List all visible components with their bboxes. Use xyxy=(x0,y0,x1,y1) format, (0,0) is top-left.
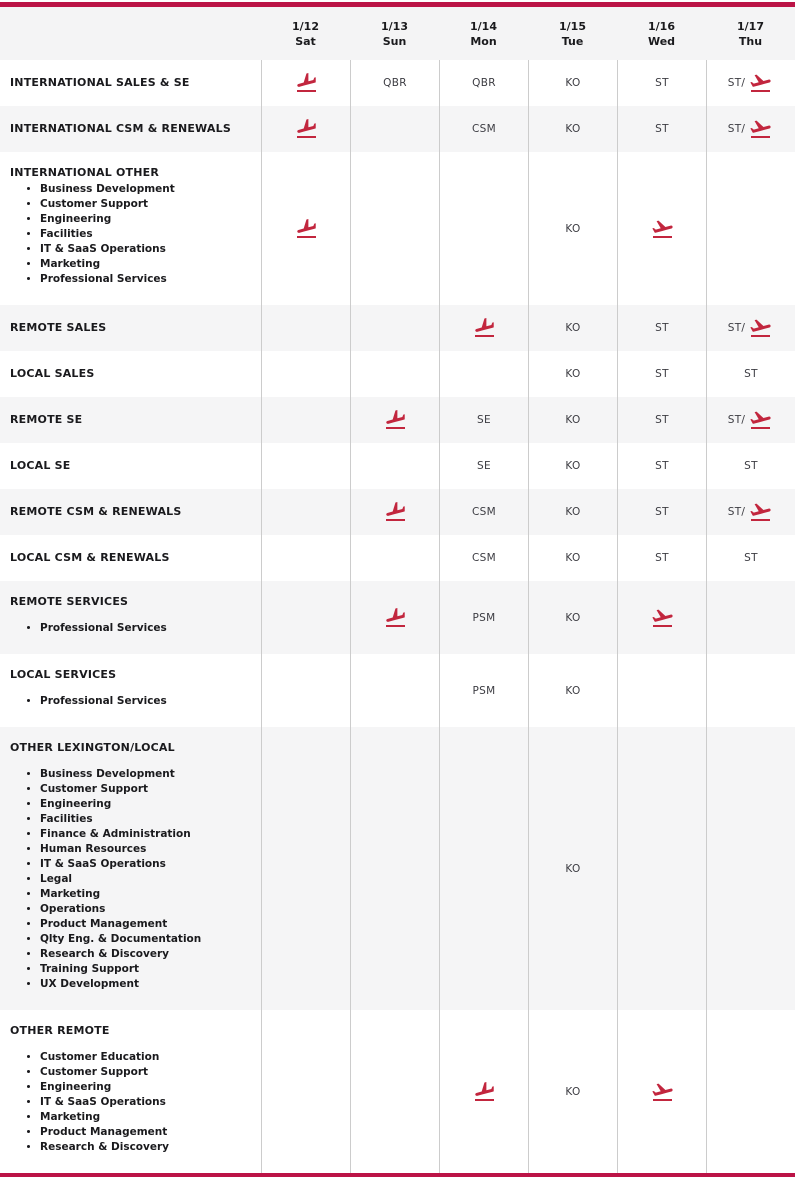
schedule-cell xyxy=(261,397,350,443)
row-label-cell xyxy=(0,152,261,305)
schedule-cell xyxy=(706,581,795,654)
table-row xyxy=(0,1010,795,1173)
event-code: ST/ xyxy=(727,77,746,89)
row-label-cell xyxy=(0,727,261,1010)
day-header-dow: Mon xyxy=(470,34,497,48)
bullet-item: • Professional Services xyxy=(40,694,255,709)
bullet-item: • Customer Education xyxy=(40,1050,255,1065)
table-row xyxy=(0,397,795,443)
schedule-cell xyxy=(439,152,528,305)
schedule-cell xyxy=(261,535,350,581)
event-code: KO xyxy=(565,1085,581,1098)
event-code: ST xyxy=(655,123,669,135)
bullet-item: • Operations xyxy=(40,902,255,917)
row-label-cell xyxy=(0,351,261,397)
table-row xyxy=(0,106,795,152)
event-code: ST xyxy=(655,460,669,472)
event-code: ST xyxy=(655,322,669,334)
day-header xyxy=(706,19,795,49)
bullet-item: • Professional Services xyxy=(40,621,255,636)
schedule-cell xyxy=(439,535,528,581)
row-label-cell xyxy=(0,535,261,581)
day-header-date: 1/12 xyxy=(292,19,319,33)
schedule-cell xyxy=(350,654,439,727)
schedule-cell xyxy=(617,1010,706,1173)
schedule-cell xyxy=(528,727,617,1010)
event-code: ST/ xyxy=(727,506,746,518)
schedule-cell xyxy=(350,397,439,443)
event-code: ST xyxy=(655,414,669,426)
row-title: INTERNATIONAL SALES & SE xyxy=(10,76,190,89)
plane-arrival-icon xyxy=(382,606,409,630)
event-code: KO xyxy=(565,414,581,426)
table-row xyxy=(0,489,795,535)
schedule-cell xyxy=(706,152,795,305)
schedule-cell xyxy=(261,305,350,351)
row-title: LOCAL SE xyxy=(10,459,71,472)
schedule-cell xyxy=(528,489,617,535)
event-code: SE xyxy=(477,460,491,472)
event-code: SE xyxy=(477,414,491,426)
event-code: ST/ xyxy=(727,414,746,426)
bullet-item: • Engineering xyxy=(40,1080,255,1095)
bullet-item: • Facilities xyxy=(40,812,255,827)
event-code: PSM xyxy=(472,611,496,624)
event-code: ST xyxy=(655,77,669,89)
bullet-item: • IT & SaaS Operations xyxy=(40,1095,255,1110)
schedule-cell xyxy=(350,305,439,351)
day-header xyxy=(617,19,706,49)
schedule-cell xyxy=(528,351,617,397)
plane-arrival-icon xyxy=(382,408,409,432)
schedule-cell xyxy=(439,106,528,152)
row-title: LOCAL SERVICES xyxy=(10,668,117,681)
schedule-cell xyxy=(350,152,439,305)
day-header-date: 1/15 xyxy=(559,19,586,33)
day-header-dow: Sun xyxy=(382,34,407,48)
event-code: PSM xyxy=(472,684,496,697)
schedule-cell xyxy=(439,581,528,654)
event-code: ST xyxy=(744,552,758,564)
schedule-cell xyxy=(528,654,617,727)
schedule-cell xyxy=(439,397,528,443)
plane-departure-icon xyxy=(747,408,774,432)
schedule-cell xyxy=(528,60,617,106)
schedule-cell xyxy=(706,1010,795,1173)
day-header xyxy=(350,19,439,49)
schedule-cell xyxy=(706,727,795,1010)
schedule-cell xyxy=(528,305,617,351)
table-body xyxy=(0,60,795,1173)
event-code: CSM xyxy=(472,552,496,564)
bottom-accent-bar xyxy=(0,1173,795,1177)
event-code: KO xyxy=(565,77,581,89)
schedule-cell xyxy=(350,489,439,535)
day-header-dow: Wed xyxy=(647,34,676,48)
bullet-item: • Business Development xyxy=(40,182,255,197)
event-code: KO xyxy=(565,460,581,472)
bullet-item: • Training Support xyxy=(40,962,255,977)
schedule-cell xyxy=(261,106,350,152)
event-code: ST xyxy=(655,506,669,518)
schedule-cell xyxy=(617,489,706,535)
row-title: REMOTE SALES xyxy=(10,321,107,334)
day-header-date: 1/17 xyxy=(737,19,764,33)
event-code: CSM xyxy=(472,506,496,518)
plane-departure-icon xyxy=(649,217,676,241)
row-title: REMOTE CSM & RENEWALS xyxy=(10,505,182,518)
table-row xyxy=(0,351,795,397)
event-code: KO xyxy=(565,123,581,135)
row-label-cell xyxy=(0,106,261,152)
table-row xyxy=(0,305,795,351)
event-code: QBR xyxy=(472,77,496,89)
bullet-item: • Business Development xyxy=(40,767,255,782)
plane-departure-icon xyxy=(747,71,774,95)
schedule-cell xyxy=(350,443,439,489)
schedule-cell xyxy=(617,654,706,727)
schedule-cell xyxy=(261,351,350,397)
bullet-item: • Marketing xyxy=(40,257,255,272)
row-title: OTHER REMOTE xyxy=(10,1024,110,1037)
schedule-cell xyxy=(706,351,795,397)
bullet-item: • IT & SaaS Operations xyxy=(40,857,255,872)
schedule-cell xyxy=(439,305,528,351)
event-code: KO xyxy=(565,506,581,518)
row-title: LOCAL SALES xyxy=(10,367,95,380)
event-code: KO xyxy=(565,368,581,380)
schedule-cell xyxy=(350,581,439,654)
row-bullet-list xyxy=(10,621,255,636)
bullet-item: • Finance & Administration xyxy=(40,827,255,842)
row-bullet-list xyxy=(10,1050,255,1155)
row-label-cell xyxy=(0,397,261,443)
row-label-cell xyxy=(0,1010,261,1173)
row-bullet-list xyxy=(10,767,255,992)
bullet-item: • Research & Discovery xyxy=(40,947,255,962)
schedule-cell xyxy=(439,1010,528,1173)
event-code: KO xyxy=(565,322,581,334)
schedule-cell xyxy=(261,489,350,535)
bullet-item: • Marketing xyxy=(40,1110,255,1125)
schedule-cell xyxy=(261,727,350,1010)
schedule-cell xyxy=(617,581,706,654)
table-row xyxy=(0,727,795,1010)
schedule-cell xyxy=(350,1010,439,1173)
schedule-cell xyxy=(350,727,439,1010)
schedule-cell xyxy=(350,351,439,397)
schedule-cell xyxy=(617,106,706,152)
row-title: OTHER LEXINGTON/LOCAL xyxy=(10,741,175,754)
table-row xyxy=(0,152,795,305)
table-row xyxy=(0,581,795,654)
schedule-cell xyxy=(439,60,528,106)
event-code: ST xyxy=(744,368,758,380)
event-code: ST/ xyxy=(727,123,746,135)
schedule-cell xyxy=(617,443,706,489)
schedule-cell xyxy=(261,60,350,106)
row-label-cell xyxy=(0,489,261,535)
row-label-cell xyxy=(0,305,261,351)
schedule-cell xyxy=(706,106,795,152)
bullet-item: • Customer Support xyxy=(40,782,255,797)
schedule-cell xyxy=(617,535,706,581)
schedule-cell xyxy=(439,443,528,489)
event-code: ST xyxy=(655,552,669,564)
schedule-cell xyxy=(350,535,439,581)
plane-departure-icon xyxy=(649,606,676,630)
table-row xyxy=(0,60,795,106)
table-row xyxy=(0,535,795,581)
plane-departure-icon xyxy=(649,1080,676,1104)
schedule-cell xyxy=(439,654,528,727)
day-header-date: 1/14 xyxy=(470,19,497,33)
event-code: QBR xyxy=(383,77,407,89)
schedule-cell xyxy=(350,106,439,152)
schedule-cell xyxy=(617,351,706,397)
row-title: REMOTE SE xyxy=(10,413,83,426)
bullet-item: • Research & Discovery xyxy=(40,1140,255,1155)
bullet-item: • Human Resources xyxy=(40,842,255,857)
schedule-cell xyxy=(617,727,706,1010)
schedule-cell xyxy=(528,443,617,489)
schedule-cell xyxy=(439,489,528,535)
day-header-dow: Thu xyxy=(738,34,763,48)
schedule-cell xyxy=(528,397,617,443)
plane-departure-icon xyxy=(747,117,774,141)
bullet-item: • UX Development xyxy=(40,977,255,992)
schedule-cell xyxy=(706,654,795,727)
day-header xyxy=(261,19,350,49)
row-title: REMOTE SERVICES xyxy=(10,595,129,608)
row-label-cell xyxy=(0,60,261,106)
bullet-item: • Legal xyxy=(40,872,255,887)
event-code: ST xyxy=(744,460,758,472)
plane-arrival-icon xyxy=(293,217,320,241)
event-code: KO xyxy=(565,611,581,624)
bullet-item: • IT & SaaS Operations xyxy=(40,242,255,257)
table-row xyxy=(0,654,795,727)
schedule-cell xyxy=(706,489,795,535)
row-title: INTERNATIONAL CSM & RENEWALS xyxy=(10,122,231,135)
day-header-date: 1/13 xyxy=(381,19,408,33)
schedule-cell xyxy=(439,727,528,1010)
bullet-item: • Marketing xyxy=(40,887,255,902)
event-code: KO xyxy=(565,862,581,875)
row-bullet-list xyxy=(10,182,255,287)
schedule-cell xyxy=(261,1010,350,1173)
schedule-cell xyxy=(261,581,350,654)
schedule-cell xyxy=(528,535,617,581)
row-label-cell xyxy=(0,581,261,654)
schedule-cell xyxy=(706,60,795,106)
bullet-item: • Customer Support xyxy=(40,197,255,212)
schedule-cell xyxy=(439,351,528,397)
schedule-cell xyxy=(706,535,795,581)
schedule-cell xyxy=(706,443,795,489)
event-code: KO xyxy=(565,552,581,564)
schedule-cell xyxy=(528,581,617,654)
schedule-cell xyxy=(706,305,795,351)
schedule-cell xyxy=(528,1010,617,1173)
bullet-item: • Professional Services xyxy=(40,272,255,287)
row-bullet-list xyxy=(10,694,255,709)
plane-departure-icon xyxy=(747,500,774,524)
schedule-cell xyxy=(261,443,350,489)
bullet-item: • Qlty Eng. & Documentation xyxy=(40,932,255,947)
table-header xyxy=(0,7,795,60)
row-label-cell xyxy=(0,654,261,727)
event-code: ST/ xyxy=(727,322,746,334)
event-code: ST xyxy=(655,368,669,380)
schedule-cell xyxy=(261,152,350,305)
schedule-cell xyxy=(261,654,350,727)
day-header-dow: Tue xyxy=(561,34,584,48)
day-header-dow: Sat xyxy=(295,34,316,48)
schedule-cell xyxy=(706,397,795,443)
row-title: LOCAL CSM & RENEWALS xyxy=(10,551,170,564)
bullet-item: • Facilities xyxy=(40,227,255,242)
day-header xyxy=(439,19,528,49)
bullet-item: • Product Management xyxy=(40,1125,255,1140)
plane-departure-icon xyxy=(747,316,774,340)
plane-arrival-icon xyxy=(471,1080,498,1104)
schedule-cell xyxy=(528,152,617,305)
plane-arrival-icon xyxy=(293,117,320,141)
event-code: KO xyxy=(565,684,581,697)
plane-arrival-icon xyxy=(382,500,409,524)
row-title: INTERNATIONAL OTHER xyxy=(10,166,160,179)
day-header xyxy=(528,19,617,49)
schedule-cell xyxy=(617,60,706,106)
schedule-table xyxy=(0,7,795,1173)
event-code: KO xyxy=(565,222,581,235)
schedule-cell xyxy=(528,106,617,152)
bullet-item: • Customer Support xyxy=(40,1065,255,1080)
table-row xyxy=(0,443,795,489)
bullet-item: • Product Management xyxy=(40,917,255,932)
day-header-date: 1/16 xyxy=(648,19,675,33)
schedule-cell xyxy=(617,397,706,443)
row-label-cell xyxy=(0,443,261,489)
plane-arrival-icon xyxy=(471,316,498,340)
event-code: CSM xyxy=(472,123,496,135)
schedule-cell xyxy=(617,152,706,305)
schedule-cell xyxy=(617,305,706,351)
schedule-cell xyxy=(350,60,439,106)
bullet-item: • Engineering xyxy=(40,797,255,812)
plane-arrival-icon xyxy=(293,71,320,95)
bullet-item: • Engineering xyxy=(40,212,255,227)
